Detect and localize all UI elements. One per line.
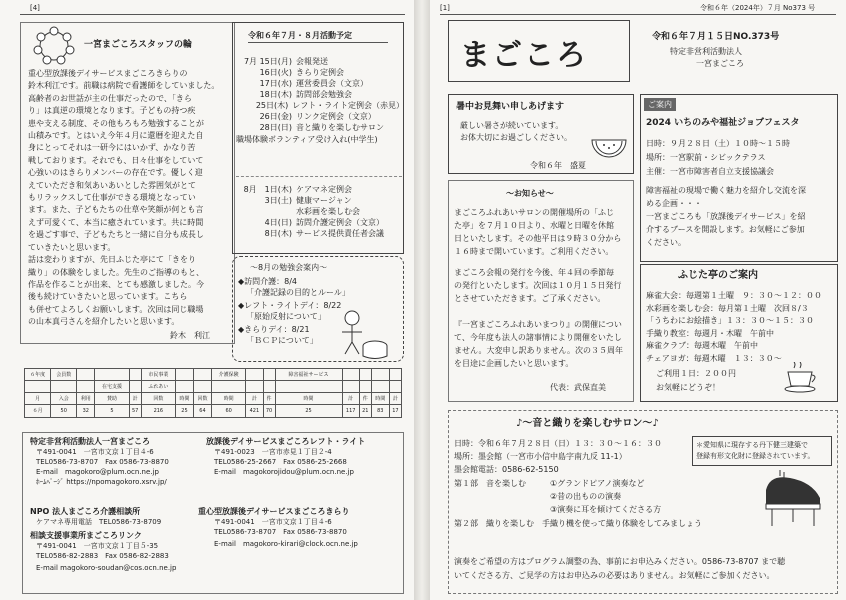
stats-cell bbox=[342, 381, 359, 393]
notice-title: ～お知らせ～ bbox=[506, 189, 554, 198]
staff-paragraph-line: 患や支える制度、その他もろもろ勉強することが bbox=[28, 118, 204, 128]
staff-paragraph-line: 戦しております。それでも、日々仕事をしていて bbox=[28, 155, 204, 165]
stats-cell bbox=[77, 369, 95, 381]
staff-paragraph-line: えず可愛くて、本当に癒されています。共に時間 bbox=[28, 217, 204, 227]
schedule-date: 28日(日) bbox=[259, 123, 292, 132]
study-item-detail: 「ＢＣＰについて」 bbox=[246, 336, 318, 345]
page-gutter bbox=[414, 0, 430, 600]
stats-cell: ふれあい bbox=[141, 381, 175, 393]
stats-cell: 64 bbox=[193, 405, 211, 418]
org3-tel: ケアマネ専用電話 TEL0586-73-8709 bbox=[36, 518, 162, 526]
summer-title: 暑中お見舞い申しあげます bbox=[456, 102, 565, 112]
stats-cell: 入会 bbox=[51, 393, 77, 405]
stats-cell: 21 bbox=[359, 405, 371, 418]
stats-cell: 件 bbox=[263, 393, 275, 405]
stats-cell bbox=[25, 381, 51, 393]
salon-footer-2: いてくださる方、ご見学の方はお申込みの必要はありません。お気軽にご参加ください。 bbox=[454, 571, 775, 580]
schedule-date: 18日(木) bbox=[259, 90, 292, 99]
stats-cell: 時間 bbox=[275, 393, 342, 405]
stats-cell bbox=[389, 369, 401, 381]
org1-mail: E-mail magokoro@plum.ocn.ne.jp bbox=[36, 468, 159, 476]
study-item-head: ◆レフト・ライトデイ：8/22 bbox=[238, 301, 342, 310]
notice-line: て、今年度も法人の諸事情により開催をいたし bbox=[454, 333, 622, 342]
staff-paragraph-line: 心強いのはきらりメンバーの存在です。優しく迎 bbox=[28, 168, 203, 178]
notice-line: １６時まで開いています。ご利用ください。 bbox=[454, 247, 614, 256]
kid-drum-illustration bbox=[330, 308, 392, 360]
notice-paragraph-1 bbox=[454, 206, 621, 258]
staff-paragraph-line: を過ごす事で、子どもたちと一緒に自分も成長し bbox=[28, 230, 204, 240]
schedule-row bbox=[236, 184, 404, 195]
stats-cell: 50 bbox=[51, 405, 77, 418]
masthead-title: まごころ bbox=[460, 38, 588, 73]
schedule-row bbox=[236, 111, 404, 122]
stats-cell: 17 bbox=[389, 405, 401, 418]
stats-cell: 会員数 bbox=[51, 369, 77, 381]
study-item-head: ◆訪問介護：8/4 bbox=[238, 277, 298, 286]
stats-cell bbox=[342, 369, 359, 381]
stats-cell: 216 bbox=[141, 405, 175, 418]
notice-line: まごころ会報の発行を今後、年４回の季節毎 bbox=[454, 268, 614, 277]
guide-description-line: ください。 bbox=[646, 238, 686, 247]
stats-cell bbox=[51, 381, 77, 393]
salon-footer-1: 演奏をご希望の方はプログラム調整の為、事前にお申込みください。0586-73-8707 まで聴 bbox=[454, 557, 786, 566]
stats-cell: 計 bbox=[246, 393, 263, 405]
stats-cell: 利用 bbox=[77, 393, 95, 405]
stats-cell bbox=[77, 381, 95, 393]
stats-cell: 117 bbox=[342, 405, 359, 418]
guide-description bbox=[646, 184, 806, 249]
schedule-date: 4日(日) bbox=[264, 218, 292, 227]
stats-cell: 421 bbox=[246, 405, 263, 418]
guide-description-line: 介するブースを開設します。お気軽にご参加 bbox=[646, 225, 805, 234]
stats-cell: 計 bbox=[342, 393, 359, 405]
study-item-detail: 「原始反射について」 bbox=[246, 312, 326, 321]
org3-tel2: TEL0586-82-2883 Fax 0586-82-2883 bbox=[36, 552, 169, 560]
schedule-event: サービス提供責任者会議 bbox=[296, 229, 384, 238]
staff-paragraph-line: の山本真弓さんを紹介したいと思います。 bbox=[28, 317, 180, 327]
schedule-date: 26日(金) bbox=[259, 112, 292, 121]
staff-paragraph-line: 重心型放課後デイサービスまごころきらりの bbox=[28, 69, 188, 78]
notice-line: の発行といたします。次回は１０月１５日発行 bbox=[454, 281, 622, 290]
page-number-left: [4] bbox=[30, 4, 40, 12]
org3-mail: E-mail magokoro-soudan@cos.ocn.ne.jp bbox=[36, 564, 177, 572]
schedule-row bbox=[236, 78, 404, 89]
august-schedule-list bbox=[236, 184, 404, 239]
schedule-row bbox=[236, 56, 404, 67]
stats-cell bbox=[359, 369, 371, 381]
org1-tel: TEL0586-73-8707 Fax 0586-73-8870 bbox=[36, 458, 169, 466]
schedule-event: ケアマネ定例会 bbox=[296, 185, 352, 194]
staff-paragraph-line: ていきたいと思います。 bbox=[28, 242, 116, 252]
staff-paragraph-line: 鈴木利江です。前職は病院で看護師をしていました。 bbox=[28, 81, 220, 91]
salon-place: 場所：墨会館（一宮市小信中島字南九反 11-1） bbox=[454, 452, 627, 461]
stats-cell: 時間 bbox=[176, 393, 194, 405]
salon-part1-item-3: ③演奏に耳を傾けてくださる方 bbox=[550, 505, 662, 514]
stats-cell: 月 bbox=[25, 393, 51, 405]
guide-place: 場所：一宮駅前・シビックテラス bbox=[646, 153, 766, 162]
salon-date: 日時：令和６年７月２８日（日）１３：３０～１６：３０ bbox=[454, 439, 662, 448]
page-number-right: [1] bbox=[440, 4, 450, 12]
guide-tag: ご案内 bbox=[644, 98, 676, 111]
issue-date: 令和６年７月１５日NO.373号 bbox=[652, 32, 780, 42]
notice-line: 日といたします。その他平日は９時３０分から bbox=[454, 234, 622, 243]
stats-cell: 回数 bbox=[193, 393, 211, 405]
fujita-row: チェアヨガ：毎週木曜 １３：３０～ bbox=[646, 353, 782, 363]
org1-web[interactable]: ﾎｰﾑﾍﾟｰｼﾞ https://npomagokoro.xsrv.jp/ bbox=[36, 478, 167, 486]
stats-cell bbox=[275, 381, 342, 393]
guide-description-line: める企画・・・ bbox=[646, 199, 702, 208]
stats-cell: 在宅支援 bbox=[95, 381, 129, 393]
schedule-event: 音と織りを楽しむサロン bbox=[296, 123, 384, 132]
stats-row bbox=[25, 381, 402, 393]
salon-part1-item-2: ②昔の出ものの演奏 bbox=[550, 492, 622, 501]
stats-cell: 回数 bbox=[141, 393, 175, 405]
schedule-event: 会報発送 bbox=[296, 57, 328, 66]
schedule-event: 健康マージャン bbox=[296, 196, 352, 205]
staff-paragraph-line: ます。また、子どもたちの仕草や笑顔が何とも言 bbox=[28, 205, 204, 215]
notice-signer: 代表：武保直美 bbox=[550, 383, 606, 392]
issue-line: 令和６年（2024年）７月 No373 号 bbox=[700, 4, 816, 12]
schedule-date: 8月 1日(木) bbox=[243, 185, 292, 194]
study-title: ～8月の勉強会案内～ bbox=[250, 263, 328, 272]
org1-addr: 〒491-0041 一宮市文京１丁目４-6 bbox=[36, 448, 154, 456]
notice-paragraph-2 bbox=[454, 266, 621, 305]
org4-mail: E-mail magokoro-kirari@clock.ocn.ne.jp bbox=[214, 540, 358, 548]
stats-cell bbox=[129, 369, 141, 381]
schedule-event: 水彩画を楽しむ会 bbox=[296, 207, 360, 216]
schedule-row bbox=[236, 67, 404, 78]
fujita-invite: お気軽にどうぞ！ bbox=[656, 383, 720, 392]
stats-cell: 5 bbox=[95, 405, 129, 418]
stats-cell: 時間 bbox=[211, 393, 245, 405]
stats-cell: 25 bbox=[275, 405, 342, 418]
schedule-row bbox=[236, 206, 404, 217]
stats-cell: 57 bbox=[129, 405, 141, 418]
staff-paragraph-line: 後も続けていきたいと思っています。こちら bbox=[28, 292, 188, 302]
schedule-row bbox=[236, 122, 404, 133]
staff-paragraph-line: 身にとってそれは一研今にはいかず、かなり苦 bbox=[28, 143, 196, 153]
schedule-event: 訪問介護定例会（文京） bbox=[296, 218, 384, 227]
schedule-event: レフト・ライト定例会（赤見） bbox=[292, 101, 404, 110]
guide-date: 日時：９月２８日（土）１０時～１５時 bbox=[646, 139, 790, 148]
schedule-date: 7月 15日(月) bbox=[243, 57, 292, 66]
schedule-date: 16日(火) bbox=[259, 68, 292, 77]
stats-cell: 32 bbox=[77, 405, 95, 418]
schedule-event: リンク定例会（文京） bbox=[296, 112, 376, 121]
stats-cell bbox=[193, 369, 211, 381]
stats-cell: 70 bbox=[263, 405, 275, 418]
salon-title: ♪～音と織りを楽しむサロン～♪ bbox=[516, 418, 659, 429]
left-page bbox=[0, 0, 414, 600]
study-item-detail: 「介護記録の目的とルール」 bbox=[246, 288, 350, 297]
staff-circle-illustration bbox=[30, 26, 78, 66]
stats-cell bbox=[129, 381, 141, 393]
stats-cell bbox=[176, 369, 194, 381]
staff-paragraph-line: 作品を作ることが出来、とても感激しました。今 bbox=[28, 279, 204, 289]
stats-cell bbox=[246, 369, 263, 381]
staff-paragraph-line: 話は変わりますが、先日ふじた亭にて「きをり bbox=[28, 255, 196, 265]
schedule-date bbox=[236, 206, 292, 217]
fujita-fee: ご利用１日：２００円 bbox=[656, 369, 736, 378]
stats-cell bbox=[211, 381, 245, 393]
stats-cell: 時間 bbox=[371, 393, 389, 405]
issue-org: 特定非営利活動法人 bbox=[670, 47, 742, 56]
org3-title2: 相談支援事業所まごころリンク bbox=[30, 531, 142, 540]
schedule-title-rule bbox=[248, 42, 388, 43]
schedule-event: 運営委員会（文京） bbox=[296, 79, 368, 88]
org3-addr: 〒491-0041 一宮市文京１丁目５-35 bbox=[36, 542, 159, 550]
stats-cell bbox=[371, 381, 389, 393]
notice-line: 『一宮まごころふれあいまつり』の開催につい bbox=[454, 320, 622, 329]
stats-cell: 障害福祉サービス bbox=[275, 369, 342, 381]
notice-line: まごころふれあいサロンの開催場所の「ふじ bbox=[454, 208, 614, 217]
study-item-head: ◆きらりデイ：8/21 bbox=[238, 325, 310, 334]
schedule-event: きらり定例会 bbox=[296, 68, 344, 77]
schedule-row bbox=[236, 89, 404, 100]
stats-cell bbox=[359, 381, 371, 393]
staff-paragraph-line: もリラックスして仕事ができる環境となってい bbox=[28, 193, 196, 203]
stats-cell bbox=[176, 381, 194, 393]
org1-title: 特定非営利活動法人一宮まごころ bbox=[30, 437, 150, 446]
notice-line: ません。大変申し訳ありません。次の３５周年 bbox=[454, 346, 623, 355]
stats-cell bbox=[95, 369, 129, 381]
watermelon-icon bbox=[590, 136, 628, 158]
summer-line-2: お体大切にお過ごしください。 bbox=[460, 133, 572, 142]
schedule-row bbox=[236, 228, 404, 239]
stats-row bbox=[25, 405, 402, 418]
schedule-row bbox=[236, 217, 404, 228]
guide-title: 2024 いちのみや福祉ジョブフェスタ bbox=[646, 118, 800, 128]
stats-cell bbox=[389, 381, 401, 393]
staff-paragraph-line: 高齢者のお世話が主の仕事だったので、「きら bbox=[28, 93, 192, 103]
staff-signature: 鈴木 利江 bbox=[170, 331, 210, 340]
schedule-date: 17日(水) bbox=[259, 79, 292, 88]
fujita-row: 水彩画を楽しむ会：毎月第１土曜 次回８/３ bbox=[646, 303, 809, 313]
top-rule bbox=[20, 14, 405, 15]
org2-mail: E-mail magokorojidou@plum.ocn.ne.jp bbox=[214, 468, 354, 476]
fujita-row: 麻雀クラブ：毎週木曜 午前中 bbox=[646, 341, 758, 350]
stats-cell: 25 bbox=[176, 405, 194, 418]
org4-addr: 〒491-0041 一宮市文京１丁目４-6 bbox=[214, 518, 332, 526]
schedule-event: 訪問部会勉強会 bbox=[296, 90, 352, 99]
coffee-cup-icon bbox=[784, 362, 824, 394]
fujita-row: 麻雀大会：毎週第１土曜 ９：３０～１２：００ bbox=[646, 291, 822, 300]
schedule-row bbox=[236, 195, 404, 206]
summer-date: 令和６年 盛夏 bbox=[530, 161, 586, 170]
notice-paragraph-3 bbox=[454, 318, 623, 370]
schedule-row bbox=[236, 100, 404, 111]
stats-cell: ６年度 bbox=[25, 369, 51, 381]
guide-description-line: 障害福祉の現場で働く魅力を紹介し交流を深 bbox=[646, 186, 806, 195]
stats-cell: 件 bbox=[359, 393, 371, 405]
stats-row bbox=[25, 369, 402, 381]
stats-cell: 60 bbox=[211, 405, 245, 418]
salon-part1-item-1: ①グランドピアノ演奏など bbox=[550, 479, 645, 488]
staff-title: 一宮まごころスタッフの輪 bbox=[84, 40, 193, 50]
staff-paragraph-line: も併せてよろしくお願いします。次回は同じ職場 bbox=[28, 304, 204, 314]
schedule-date: 25日(木) bbox=[255, 101, 289, 110]
stats-cell: 83 bbox=[371, 405, 389, 418]
stats-cell bbox=[263, 381, 275, 393]
salon-tel: 墨会館電話：0586-62-5150 bbox=[454, 465, 559, 474]
summer-line-1: 厳しい暑さが続いています。 bbox=[460, 121, 564, 130]
stats-cell bbox=[371, 369, 389, 381]
salon-part2: 第２部 織りを楽しむ 手織り機を使って織り体験をしてみましょう bbox=[454, 519, 702, 528]
staff-paragraph-line: 織り」の体験をしました。先生のご指導のもと、 bbox=[28, 267, 204, 277]
stats-cell: 計 bbox=[389, 393, 401, 405]
org2-title: 放課後デイサービスまごころレフト・ライト bbox=[206, 437, 366, 446]
org4-tel: TEL0586-73-8707 Fax 0586-73-8870 bbox=[214, 528, 347, 536]
salon-part1-head: 第１部 音を楽しむ bbox=[454, 479, 526, 488]
staff-paragraph-line: り」は真逆の環境となります。子どもの持つ疾 bbox=[28, 106, 196, 116]
right-page bbox=[430, 0, 846, 600]
schedule-title: 令和６年７月・８月活動予定 bbox=[248, 31, 352, 40]
stats-cell bbox=[263, 369, 275, 381]
notice-line: た亭」を７月１０日より、水曜と日曜を休館 bbox=[454, 221, 614, 230]
salon-aside-2: 登録有形文化財に登録されています。 bbox=[696, 452, 815, 460]
salon-aside-1: ＊愛知県に現存する丹下健三建築で bbox=[696, 441, 808, 449]
staff-paragraph-line: 山積みです。とはいえ今年４月に還暦を迎えた自 bbox=[28, 131, 204, 141]
org2-tel: TEL0586-25-2667 Fax 0586-25-2668 bbox=[214, 458, 347, 466]
issue-name: 一宮まごころ bbox=[696, 59, 744, 68]
staff-paragraphs bbox=[28, 68, 233, 329]
stats-cell bbox=[193, 381, 211, 393]
org3-title: NPO 法人まごころ介護相談所 bbox=[30, 507, 141, 516]
piano-icon bbox=[760, 470, 828, 530]
stats-table bbox=[24, 368, 402, 418]
top-rule-right bbox=[440, 14, 836, 15]
guide-description-line: 一宮まごころも「放課後デイサービス」を紹 bbox=[646, 212, 806, 221]
fujita-row: 手織り教室：毎週月・木曜 午前中 bbox=[646, 328, 774, 338]
stats-cell: 市民事業 bbox=[141, 369, 175, 381]
stats-cell bbox=[246, 381, 263, 393]
stats-cell: 計 bbox=[129, 393, 141, 405]
org4-title: 重心型放課後デイサービスまごころきらり bbox=[198, 507, 350, 516]
schedule-divider bbox=[236, 176, 402, 177]
july-note: 職場体験ボランティア受け入れ(中学生) bbox=[236, 135, 378, 144]
stats-cell: ６月 bbox=[25, 405, 51, 418]
notice-line: を目途に企画したいと思います。 bbox=[454, 359, 574, 368]
stats-cell: 介護保険 bbox=[211, 369, 245, 381]
org2-addr: 〒491-0023 一宮市赤見１丁目２-4 bbox=[214, 448, 332, 456]
fujita-rows bbox=[646, 290, 822, 365]
schedule-date: 3日(土) bbox=[264, 196, 292, 205]
schedule-date: 8日(木) bbox=[264, 229, 292, 238]
guide-host: 主催：一宮市障害者自立支援協議会 bbox=[646, 167, 774, 176]
fujita-title: ふじた亭のご案内 bbox=[678, 270, 758, 281]
july-schedule-list bbox=[236, 56, 404, 133]
stats-cell: 賛助 bbox=[95, 393, 129, 405]
notice-line: とさせていただきます。ご了承ください。 bbox=[454, 294, 606, 303]
stats-row bbox=[25, 393, 402, 405]
fujita-row: 「うちわにお絵描き」１３：３０～１５：３０ bbox=[646, 316, 814, 325]
staff-paragraph-line: えていただき和気あいあいとした雰囲気がとて bbox=[28, 180, 196, 190]
